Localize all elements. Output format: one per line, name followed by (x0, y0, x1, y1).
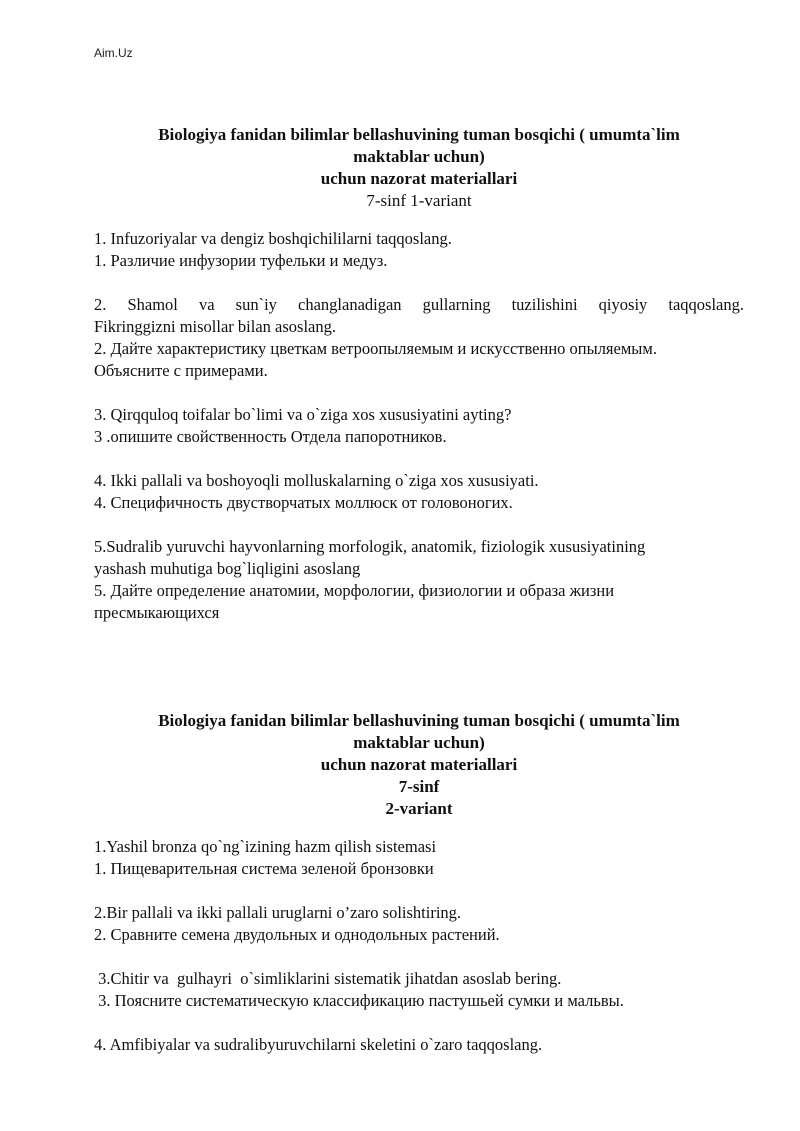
question-ru-line: 1. Пищеварительная система зеленой бронзовки (94, 859, 434, 878)
question-list (94, 228, 744, 624)
question-uz-line: 1. Infuzoriyalar va dengiz boshqichililarni taqqoslang. (94, 229, 452, 248)
question-ru-line: 3. Поясните систематическую классификацию пастушьей сумки и мальвы. (94, 991, 624, 1010)
question-list (94, 836, 744, 1056)
question-uz-line: Fikringgizni misollar bilan asoslang. (94, 317, 336, 336)
question-uz-line: 4. Ikki pallali va boshoyoqli molluskalarning o`ziga xos xususiyati. (94, 471, 539, 490)
question-uz-line: 3.Chitir va gulhayri o`simliklarini sistematik jihatdan asoslab bering. (94, 969, 562, 988)
question-ru-line: Объясните с примерами. (94, 361, 268, 380)
section-title-line-3: uchun nazorat materiallari (320, 755, 518, 774)
variant-label: 7-sinf 1-variant (366, 191, 472, 210)
question-ru-line: 2. Дайте характеристику цветкам ветроопыляемым и искусственно опыляемым. (94, 339, 657, 358)
question-item (94, 228, 744, 272)
question-uz-line: 2.Bir pallali va ikki pallali uruglarni o’zaro solishtiring. (94, 903, 462, 922)
variant-2-section (94, 710, 744, 1078)
question-item (94, 1034, 744, 1056)
question-ru-line: 3 .опишите свойственность Отдела папоротников. (94, 427, 447, 446)
site-label: Aim.Uz (94, 46, 133, 60)
question-ru-line: 1. Различие инфузории туфельки и медуз. (94, 251, 388, 270)
question-item (94, 470, 744, 514)
section-title-line-3: uchun nazorat materiallari (320, 169, 518, 188)
question-uz-line: 1.Yashil bronza qo`ng`izining hazm qilish sistemasi (94, 837, 437, 856)
grade-label: 7-sinf (398, 777, 440, 796)
question-item (94, 968, 744, 1012)
question-uz-line: 5.Sudralib yuruvchi hayvonlarning morfologik, anatomik, fiziologik xususiyatining (94, 537, 646, 556)
section-title-line-1: Biologiya fanidan bilimlar bellashuvining tuman bosqichi ( umumta`lim (158, 125, 680, 144)
section-title-line-1: Biologiya fanidan bilimlar bellashuvining tuman bosqichi ( umumta`lim (158, 711, 680, 730)
section-title-line-2: maktablar uchun) (353, 147, 485, 166)
variant-label: 2-variant (385, 799, 453, 818)
question-ru-line: 4. Специфичность двустворчатых моллюск от головоногих. (94, 493, 513, 512)
section-title-line-2: maktablar uchun) (353, 733, 485, 752)
question-uz-line: yashash muhutiga bog`liqligini asoslang (94, 559, 361, 578)
question-item (94, 294, 744, 382)
question-ru-line: 2. Сравните семена двудольных и однодольных растений. (94, 925, 500, 944)
question-uz-line: 4. Amfibiyalar va sudralibyuruvchilarni skeletini o`zaro taqqoslang. (94, 1035, 543, 1054)
question-item (94, 902, 744, 946)
question-ru-line: 5. Дайте определение анатомии, морфологии, физиологии и образа жизни (94, 581, 615, 600)
question-item (94, 404, 744, 448)
question-item (94, 536, 744, 624)
question-uz-line: 2. Shamol va sun`iy changlanadigan gullarning tuzilishini qiyosiy taqqoslang. (94, 295, 744, 314)
question-uz-line: 3. Qirqquloq toifalar bo`limi va o`ziga xos xususiyatini ayting? (94, 405, 512, 424)
question-ru-line: пресмыкающихся (94, 603, 220, 622)
question-item (94, 836, 744, 880)
variant-1-section (94, 124, 744, 646)
